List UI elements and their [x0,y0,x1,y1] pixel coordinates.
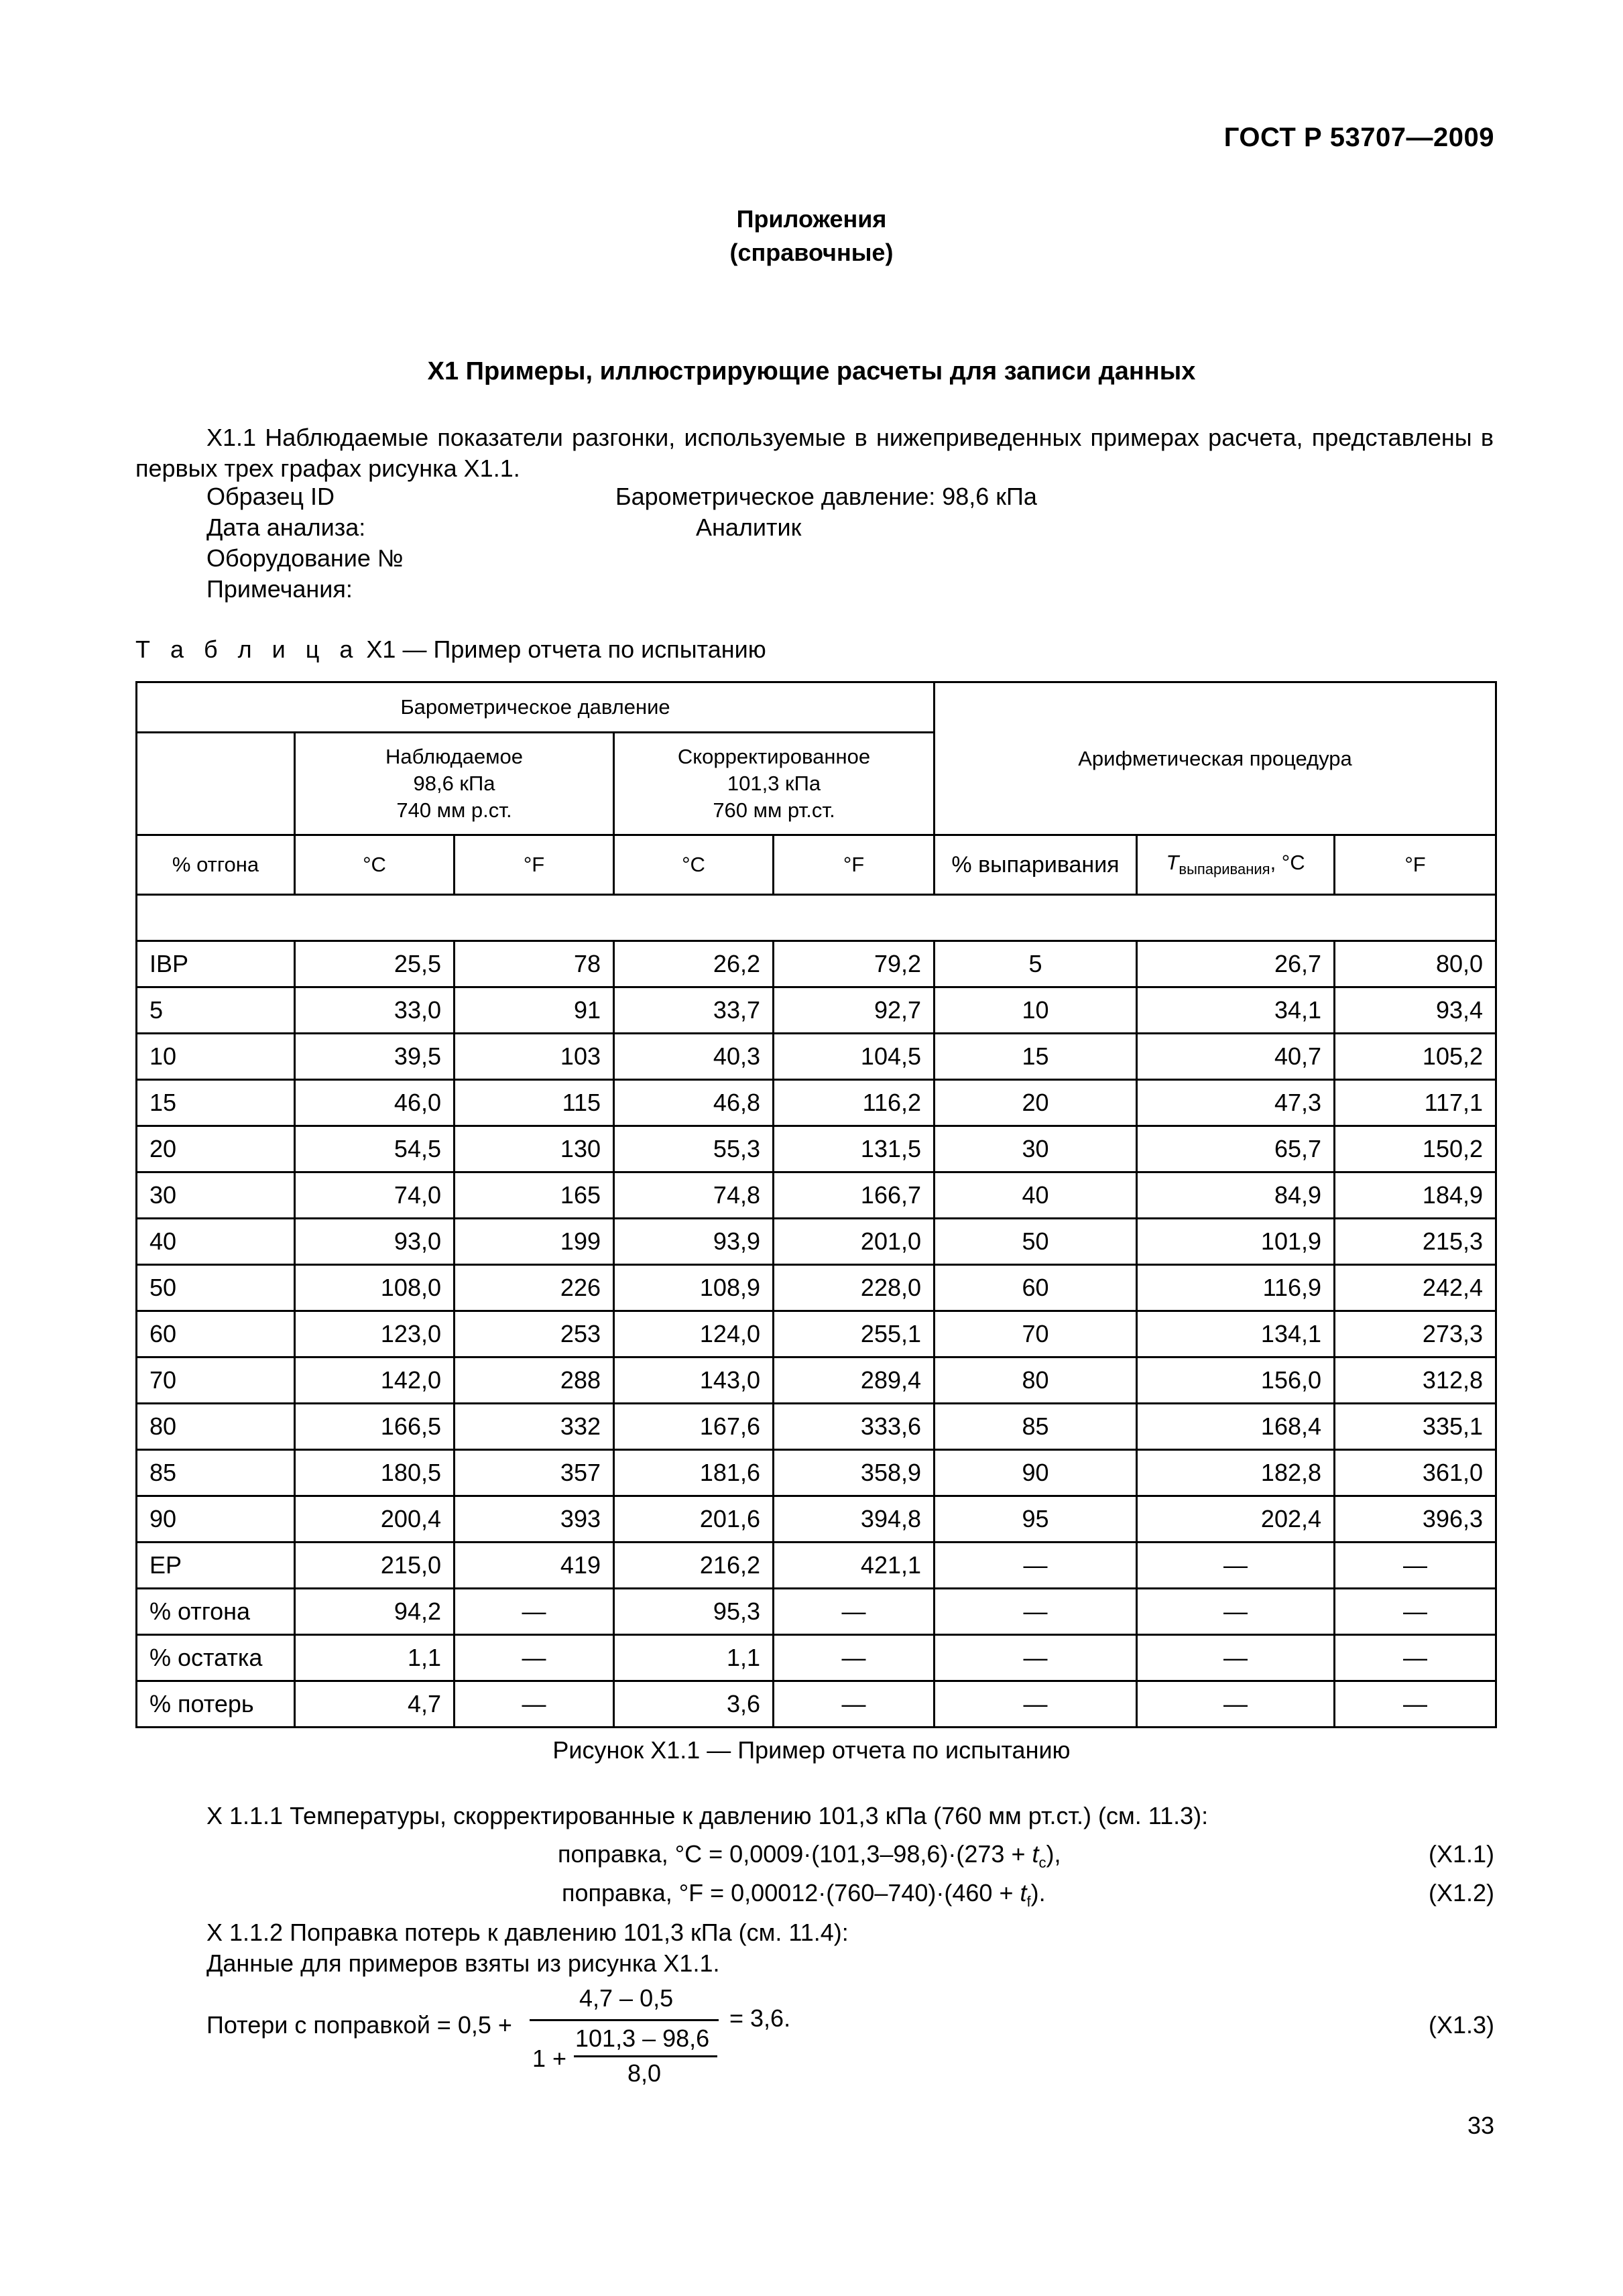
page-number: 33 [1467,2112,1494,2139]
cell-observed-c: 74,0 [295,1172,455,1219]
document-code: ГОСТ Р 53707—2009 [1223,123,1494,152]
table-row [137,1265,1496,1311]
barometric-pressure-header: Барометрическое давление [137,682,935,733]
cell-evaporated: 95 [935,1496,1137,1543]
table-row [137,1589,1496,1635]
cell-evaporated: 5 [935,941,1137,987]
notes-label: Примечания: [206,575,353,603]
cell-observed-c: 39,5 [295,1034,455,1080]
table-row [137,987,1496,1034]
section-111-text: Х 1.1.1 Температуры, скорректированные к давлению 101,3 кПа (760 мм рт.ст.) (см. 11.3): [206,1802,1209,1829]
cell-arith-f: 215,3 [1335,1219,1496,1265]
cell-evaporated: 80 [935,1357,1137,1404]
cell-distilled: 60 [137,1311,295,1357]
cell-corrected-f: 228,0 [774,1265,935,1311]
cell-arith-f: 273,3 [1335,1311,1496,1357]
cell-corrected-f: 333,6 [774,1404,935,1450]
cell-evaporated: 50 [935,1219,1137,1265]
table-row [137,1080,1496,1126]
cell-distilled: 85 [137,1450,295,1496]
cell-corrected-c: 46,8 [614,1080,774,1126]
cell-observed-c: 1,1 [295,1635,455,1681]
col-header-evaporated: % выпаривания [935,835,1137,895]
cell-arith-f: 184,9 [1335,1172,1496,1219]
col-header-arith-f: °F [1335,835,1496,895]
col-header-corrected-c: °C [614,835,774,895]
cell-observed-f: 226 [455,1265,614,1311]
equation-x1-3-inner-denominator: 8,0 [627,2059,662,2087]
observed-header: Наблюдаемое 98,6 кПа 740 мм р.ст. [295,733,614,835]
col-header-distilled: % отгона [137,835,295,895]
cell-corrected-f: 104,5 [774,1034,935,1080]
cell-t-evaporated: 47,3 [1137,1080,1335,1126]
equation-x1-3-result: = 3,6. [729,2004,791,2032]
cell-observed-f: 91 [455,987,614,1034]
cell-corrected-c: 181,6 [614,1450,774,1496]
cell-t-evaporated: 134,1 [1137,1311,1335,1357]
cell-corrected-c: 143,0 [614,1357,774,1404]
inner-fraction-bar [574,2055,717,2057]
table-row [137,1126,1496,1172]
cell-arith-f: — [1335,1589,1496,1635]
table-row [137,1681,1496,1728]
cell-distilled: 70 [137,1357,295,1404]
cell-corrected-f: — [774,1589,935,1635]
cell-corrected-f: 201,0 [774,1219,935,1265]
sample-id-label: Образец ID [206,483,335,510]
cell-observed-f: 165 [455,1172,614,1219]
cell-observed-f: 419 [455,1543,614,1589]
equation-label-x1-3: (Х1.3) [1428,2011,1494,2039]
cell-distilled: % потерь [137,1681,295,1728]
table-row [137,941,1496,987]
equation-x1-1: поправка, $^\circ С = 0,0009\cdot(101,3-98,6)\cdot(273 + t_c)$, [558,1840,1061,1872]
table-row [137,1543,1496,1589]
cell-observed-f: 115 [455,1080,614,1126]
cell-observed-c: 46,0 [295,1080,455,1126]
cell-corrected-f: — [774,1681,935,1728]
cell-arith-f: 80,0 [1335,941,1496,987]
cell-distilled: 90 [137,1496,295,1543]
annex-title: Х1 Примеры, иллюстрирующие расчеты для записи данных [427,357,1196,385]
cell-evaporated: 85 [935,1404,1137,1450]
cell-observed-c: 94,2 [295,1589,455,1635]
cell-corrected-f: 255,1 [774,1311,935,1357]
cell-arith-f: 312,8 [1335,1357,1496,1404]
cell-observed-f: — [455,1635,614,1681]
cell-distilled: IBP [137,941,295,987]
cell-observed-c: 142,0 [295,1357,455,1404]
cell-corrected-c: 201,6 [614,1496,774,1543]
section-112-text: Х 1.1.2 Поправка потерь к давлению 101,3 кПа (см. 11.4): [206,1919,849,1946]
cell-observed-f: — [455,1589,614,1635]
equation-label-x1-2: (Х1.2) [1428,1879,1494,1907]
appendix-subtitle: (справочные) [729,239,894,266]
cell-observed-f: 393 [455,1496,614,1543]
cell-observed-f: 199 [455,1219,614,1265]
cell-observed-c: 54,5 [295,1126,455,1172]
equation-x1-3-numerator: 4,7 – 0,5 [579,1984,674,2012]
equation-x1-2: поправка, $^\circ F = 0,00012\cdot(760-740)\cdot(460 + t_f)$. [562,1879,1046,1911]
cell-distilled: 80 [137,1404,295,1450]
table-row [137,1219,1496,1265]
cell-arith-f: 105,2 [1335,1034,1496,1080]
cell-t-evaporated: — [1137,1681,1335,1728]
table-row [137,1496,1496,1543]
equation-label-x1-1: (Х1.1) [1428,1840,1494,1868]
cell-arith-f: 150,2 [1335,1126,1496,1172]
col-header-corrected-f: °F [774,835,935,895]
cell-arith-f: — [1335,1681,1496,1728]
cell-t-evaporated: 168,4 [1137,1404,1335,1450]
cell-arith-f: 242,4 [1335,1265,1496,1311]
cell-observed-c: 200,4 [295,1496,455,1543]
cell-distilled: % остатка [137,1635,295,1681]
cell-evaporated: — [935,1543,1137,1589]
cell-t-evaporated: — [1137,1543,1335,1589]
cell-arith-f: 117,1 [1335,1080,1496,1126]
cell-corrected-f: 79,2 [774,941,935,987]
cell-t-evaporated: — [1137,1589,1335,1635]
cell-corrected-c: 124,0 [614,1311,774,1357]
cell-observed-c: 25,5 [295,941,455,987]
cell-corrected-c: 93,9 [614,1219,774,1265]
cell-arith-f: — [1335,1543,1496,1589]
cell-corrected-f: 92,7 [774,987,935,1034]
cell-t-evaporated: 156,0 [1137,1357,1335,1404]
cell-corrected-f: 131,5 [774,1126,935,1172]
cell-evaporated: — [935,1681,1137,1728]
cell-t-evaporated: 101,9 [1137,1219,1335,1265]
analyst-label: Аналитик [696,513,802,541]
cell-evaporated: 60 [935,1265,1137,1311]
cell-distilled: 15 [137,1080,295,1126]
cell-observed-f: 78 [455,941,614,987]
cell-observed-c: 93,0 [295,1219,455,1265]
cell-corrected-f: 421,1 [774,1543,935,1589]
col-header-observed-f: °F [455,835,614,895]
main-fraction-bar [530,2019,719,2021]
cell-corrected-c: 108,9 [614,1265,774,1311]
cell-arith-f: 335,1 [1335,1404,1496,1450]
equation-x1-3-den-prefix: 1 + [532,2045,567,2072]
figure-caption: Рисунок Х1.1 — Пример отчета по испытанию [552,1736,1071,1764]
cell-distilled: 30 [137,1172,295,1219]
equation-x1-3-lhs: Потери с поправкой = 0,5 + [206,2011,512,2039]
cell-arith-f: 396,3 [1335,1496,1496,1543]
col-header-t-evaporated: $T_{выпаривания}$, °C [1137,835,1335,895]
cell-evaporated: 30 [935,1126,1137,1172]
cell-corrected-c: 3,6 [614,1681,774,1728]
table-row [137,1034,1496,1080]
cell-distilled: EP [137,1543,295,1589]
arithmetic-procedure-header: Арифметическая процедура [935,682,1496,835]
cell-t-evaporated: 116,9 [1137,1265,1335,1311]
analysis-date-label: Дата анализа: [206,513,366,541]
cell-t-evaporated: 182,8 [1137,1450,1335,1496]
cell-observed-c: 166,5 [295,1404,455,1450]
table-row [137,1357,1496,1404]
cell-evaporated: — [935,1589,1137,1635]
cell-arith-f: 93,4 [1335,987,1496,1034]
cell-corrected-c: 40,3 [614,1034,774,1080]
cell-evaporated: 40 [935,1172,1137,1219]
cell-observed-f: 357 [455,1450,614,1496]
appendix-title: Приложения [736,205,887,233]
cell-corrected-f: 394,8 [774,1496,935,1543]
cell-observed-f: 103 [455,1034,614,1080]
cell-corrected-c: 216,2 [614,1543,774,1589]
cell-distilled: % отгона [137,1589,295,1635]
table-row [137,1172,1496,1219]
cell-corrected-c: 55,3 [614,1126,774,1172]
cell-observed-f: 130 [455,1126,614,1172]
cell-t-evaporated: — [1137,1635,1335,1681]
cell-corrected-f: 289,4 [774,1357,935,1404]
cell-distilled: 5 [137,987,295,1034]
cell-corrected-f: 358,9 [774,1450,935,1496]
table-row [137,1635,1496,1681]
cell-evaporated: 70 [935,1311,1137,1357]
cell-observed-c: 180,5 [295,1450,455,1496]
cell-evaporated: 15 [935,1034,1137,1080]
cell-arith-f: — [1335,1635,1496,1681]
cell-observed-f: — [455,1681,614,1728]
cell-observed-f: 288 [455,1357,614,1404]
intro-paragraph: Х1.1 Наблюдаемые показатели разгонки, используемые в нижеприведенных примерах расчета, представлены в первых трех графах рисунка Х1.1. [135,424,1494,482]
cell-observed-c: 108,0 [295,1265,455,1311]
table-row [137,1404,1496,1450]
cell-corrected-f: — [774,1635,935,1681]
table-caption-text: Х1 — Пример отчета по испытанию [366,636,766,663]
cell-t-evaporated: 40,7 [1137,1034,1335,1080]
cell-evaporated: 10 [935,987,1137,1034]
equipment-label: Оборудование № [206,544,404,572]
cell-evaporated: 20 [935,1080,1137,1126]
cell-observed-c: 215,0 [295,1543,455,1589]
cell-t-evaporated: 34,1 [1137,987,1335,1034]
appendix-heading [0,202,1623,269]
cell-t-evaporated: 26,7 [1137,941,1335,987]
cell-t-evaporated: 84,9 [1137,1172,1335,1219]
barometric-pressure-label: Барометрическое давление: 98,6 кПа [615,483,1037,510]
data-source-note: Данные для примеров взяты из рисунка Х1.1. [206,1949,720,1977]
cell-observed-c: 123,0 [295,1311,455,1357]
cell-corrected-c: 33,7 [614,987,774,1034]
table-caption [135,636,766,664]
cell-corrected-f: 166,7 [774,1172,935,1219]
cell-observed-c: 4,7 [295,1681,455,1728]
cell-corrected-c: 1,1 [614,1635,774,1681]
cell-evaporated: — [935,1635,1137,1681]
table-caption-prefix: Т а б л и ц а [135,636,360,663]
table-row [137,1450,1496,1496]
cell-distilled: 10 [137,1034,295,1080]
table-row [137,1311,1496,1357]
test-report-table [135,681,1497,1728]
cell-corrected-f: 116,2 [774,1080,935,1126]
cell-corrected-c: 74,8 [614,1172,774,1219]
cell-corrected-c: 26,2 [614,941,774,987]
cell-evaporated: 90 [935,1450,1137,1496]
cell-arith-f: 361,0 [1335,1450,1496,1496]
cell-observed-f: 332 [455,1404,614,1450]
cell-observed-f: 253 [455,1311,614,1357]
cell-distilled: 40 [137,1219,295,1265]
cell-corrected-c: 95,3 [614,1589,774,1635]
cell-t-evaporated: 202,4 [1137,1496,1335,1543]
cell-distilled: 20 [137,1126,295,1172]
cell-corrected-c: 167,6 [614,1404,774,1450]
cell-t-evaporated: 65,7 [1137,1126,1335,1172]
corrected-header: Скорректированное 101,3 кПа 760 мм рт.ст. [614,733,935,835]
cell-observed-c: 33,0 [295,987,455,1034]
cell-distilled: 50 [137,1265,295,1311]
equation-x1-3-inner-numerator: 101,3 – 98,6 [575,2025,710,2052]
col-header-observed-c: °C [295,835,455,895]
